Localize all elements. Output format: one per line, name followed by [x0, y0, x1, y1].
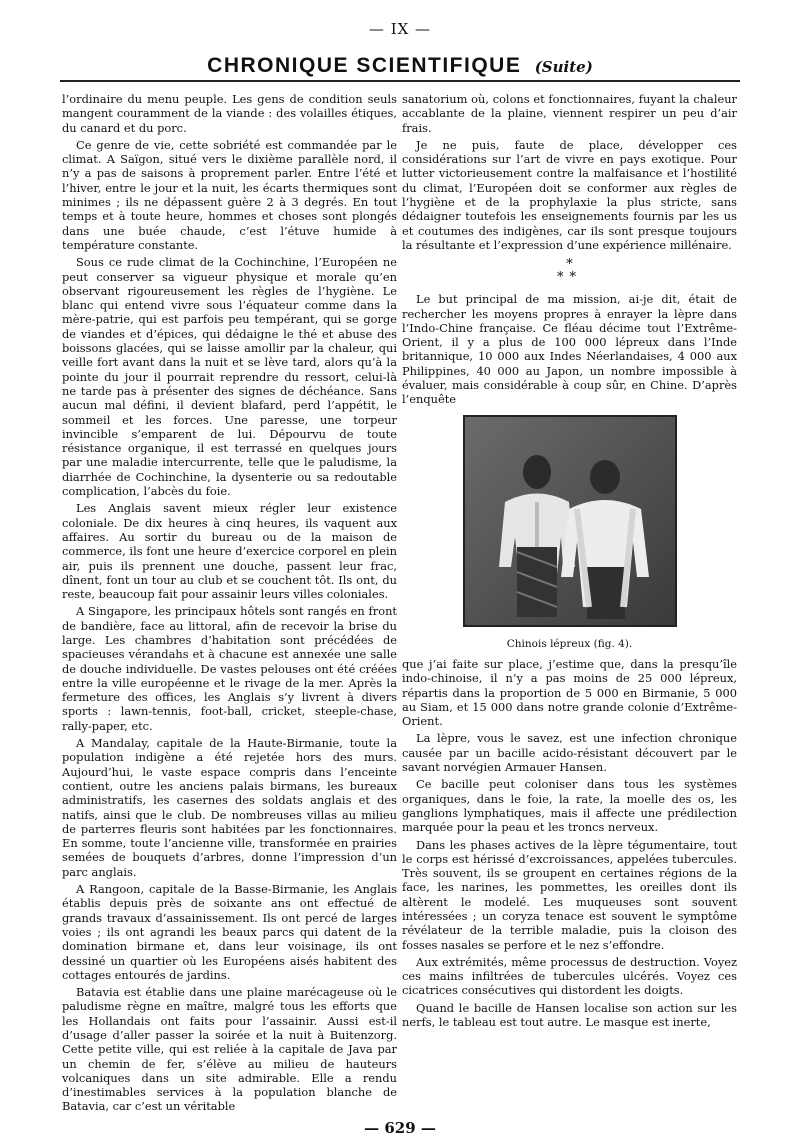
left-column [62, 92, 397, 1117]
paragraph: Ce bacille peut coloniser dans tous les systèmes organiques, dans le foie, la rate, la moelle des os, les ganglions lymphatiques, mais il affecte une prédilection marquée pour la peau et les troncs nerveux. [402, 777, 737, 835]
section-break-asterism [402, 258, 737, 284]
figure [402, 415, 737, 651]
paragraph: l’ordinaire du menu peuple. Les gens de condition seuls mangent couramment de la viande : des volailles étiques, du canard et du porc. [62, 92, 397, 135]
figure-caption: Chinois lépreux (fig. 4). [506, 637, 633, 650]
paragraph: Les Anglais savent mieux régler leur existence coloniale. De dix heures à cinq heures, ils vaquent aux affaires. Au sortir du bureau ou de la maison de commerce, ils font une heure d’exercice corporel en plein air, puis ils prennent une douche, passent leur frac, dînent, font un tour au club et se couchent tôt. Ils ont, du reste, beaucoup fait pour assainir leurs villes coloniales. [62, 501, 397, 602]
paragraph: Sous ce rude climat de la Cochinchine, l’Européen ne peut conserver sa vigueur physique et morale qu’en observant rigoureusement les règles de l’hygiène. Le blanc qui entend vivre sous l’équateur comme dans la mère-patrie, qui est parfois peu tempérant, qui se gorge de viandes et d’épices, qui dédaigne le thé et abuse des boissons glacées, qui se laisse amollir par la chaleur, qui veille fort avant dans la nuit et se lève tard, alors qu’à la pointe du jour il pourrait reprendre du ressort, celui-là ne tarde pas à présenter des signes de déchéance. Sans aucun mal défini, il devient blafard, perd l’appétit, le sommeil et les forces. Une paresse, une torpeur invincible s’emparent de lui. Dépourvu de toute résistance organique, il est terrassé en quelques jours par une maladie intercurrente, telle que le paludisme, la diarrhée de Cochinchine, la dysenterie ou sa redoutable complication, l’abcès du foie. [62, 255, 397, 499]
paragraph: Aux extrémités, même processus de destruction. Voyez ces mains infiltrées de tubercules ulcérés. Voyez ces cicatrices consécutives qui distordent les doigts. [402, 954, 737, 998]
paragraph: Ce genre de vie, cette sobriété est commandée par le climat. A Saïgon, situé vers le dixième parallèle nord, il n’y a pas de saisons à proprement parler. Entre l’été et l’hiver, entre le jour et la nuit, les écarts thermiques sont minimes ; ils ne dépassent guère 2 à 3 degrés. En tout temps et à toute heure, hommes et choses sont plongés dans une buée chaude, c’est l’étuve humide à température constante. [62, 137, 397, 252]
paragraph: La lèpre, vous le savez, est une infection chronique causée par un bacille acido-résistant découvert par le savant norvégien Armauer Hansen. [402, 731, 737, 775]
paragraph: A Mandalay, capitale de la Haute-Birmanie, toute la population indigène a été rejetée hors des murs. Aujourd’hui, le vaste espace compris dans l’enceinte contient, outre les anciens palais birmans, les bureaux administratifs, les casernes des soldats anglais et des natifs, ainsi que le club. De nombreuses villas au milieu de parterres fleuris sont habitées par les fonctionnaires. En somme, toute l’ancienne ville, transformée en prairies semées de bouquets d’arbres, donne l’impression d’un parc anglais. [62, 736, 397, 879]
right-column [402, 92, 737, 1032]
paragraph: Batavia est établie dans une plaine marécageuse où le paludisme règne en maître, malgré tous les efforts que les Hollandais ont faits pour l’assainir. Aussi est-il d’usage d’aller passer la soirée et la nuit à Buitenzorg. Cette petite ville, qui est reliée à la capitale de Java par un chemin de fer, s’élève au milieu de hauteurs volcaniques dans un site admirable. Elle a rendu d’inestimables services à la population blanche de Batavia, car c’est un véritable [62, 985, 397, 1114]
paragraph: que j’ai faite sur place, j’estime que, dans la presqu’île indo-chinoise, il n’y a pas moins de 25 000 lépreux, répartis dans la proportion de 5 000 en Birmanie, 5 000 au Siam, et 15 000 dans notre grande colonie d’Extrême-Orient. [402, 656, 737, 729]
asterism-row: ** [557, 270, 582, 286]
paragraph: Je ne puis, faute de place, développer ces considérations sur l’art de vivre en pays exotique. Pour lutter victorieusement contre la malfaisance et l’hostilité du climat, l’Européen doit se conformer aux règles de l’hygiène et de la prophylaxie la plus stricte, sans dédaigner toutefois les enseignements fournis par les us et coutumes des indigènes, car ils sont presque toujours la résultante et l’expression d’une expérience millénaire. [402, 137, 737, 252]
paragraph: A Singapore, les principaux hôtels sont rangés en front de bandière, face au littoral, afin de recevoir la brise du large. Les chambres d’habitation sont précédées de spacieuses vérandahs et à chacune est annexée une salle de douche individuelle. De vastes pelouses ont été créées entre la ville européenne et le rivage de la mer. Après la fermeture des offices, les Anglais s’y livrent à divers sports : lawn-tennis, foot-ball, cricket, steeple-chase, rally-paper, etc. [62, 604, 397, 733]
roman-page-numeral: — IX — [368, 20, 432, 38]
asterism-row: * [566, 257, 573, 273]
title-text: CHRONIQUE SCIENTIFIQUE [207, 54, 522, 77]
paragraph: sanatorium où, colons et fonctionnaires, fuyant la chaleur accablante de la plaine, viennent respirer un peu d’air frais. [402, 92, 737, 135]
paragraph: Le but principal de ma mission, ai-je dit, était de rechercher les moyens propres à enrayer la lèpre dans l’Indo-Chine française. Ce fléau décime tout l’Extrême-Orient, il y a plus de 100 000 lépreux dans l’Inde britannique, 10 000 aux Indes Néerlandaises, 4 000 aux Philippines, 40 000 au Japon, un nombre impossible à évaluer, mais considérable à coup sûr, en Chine. D’après l’enquête [402, 292, 737, 407]
page-number: — 629 — [364, 1119, 436, 1137]
photo-illustration [465, 417, 675, 625]
paragraph: Quand le bacille de Hansen localise son action sur les nerfs, le tableau est tout autre. Le masque est inerte, [402, 1000, 737, 1030]
paragraph: A Rangoon, capitale de la Basse-Birmanie, les Anglais établis depuis près de soixante ans ont effectué de grands travaux d’assainissement. Ils ont percé de larges voies ; ils ont agrandi les beaux parcs qui datent de la domination birmane et, dans leur voisinage, ils ont dessiné un quartier où les Européens aisés habitent des cottages entourés de jardins. [62, 882, 397, 982]
paragraph: Dans les phases actives de la lèpre tégumentaire, tout le corps est hérissé d’excroissances, appelées tubercules. Très souvent, ils se groupent en certaines régions de la face, les narines, les pommettes, les oreilles dont ils altèrent le modelé. Les muqueuses sont souvent intéressées ; un coryza tenace est souvent le symptôme révélateur de la terrible maladie, puis la cloison des fosses nasales se perfore et le nez s’effondre. [402, 837, 737, 952]
title-suffix: (Suite) [534, 58, 593, 76]
photograph-two-men [463, 415, 677, 627]
header-rule [60, 80, 740, 82]
page-title [0, 54, 800, 78]
